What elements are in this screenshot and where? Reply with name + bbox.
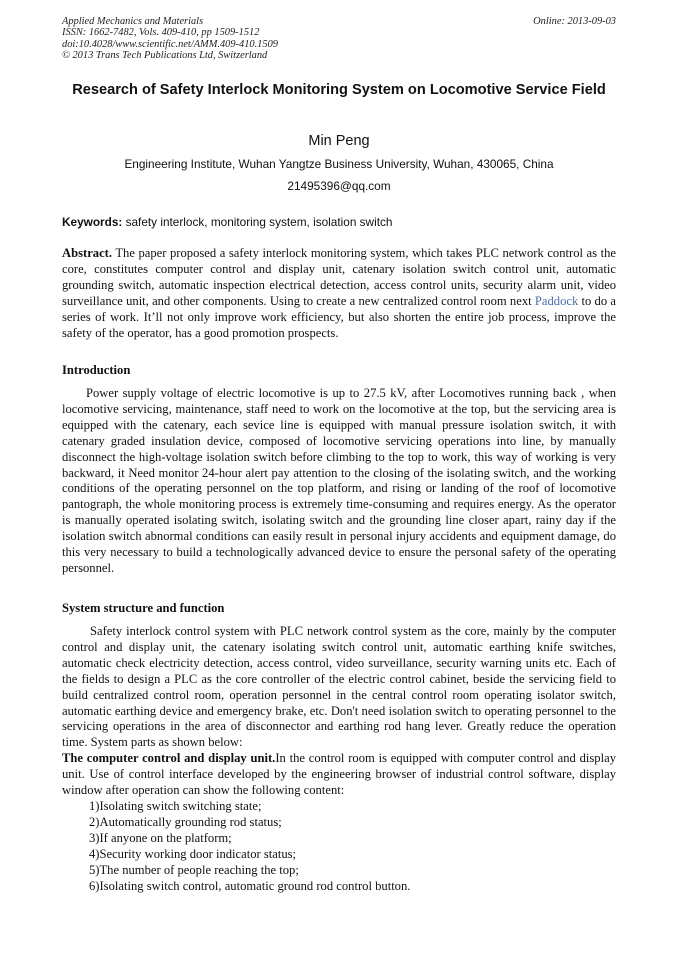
abstract-label: Abstract. (62, 246, 113, 260)
introduction-heading: Introduction (62, 363, 131, 377)
keywords-label: Keywords: (62, 215, 123, 229)
journal-header (62, 16, 616, 62)
journal-name: Applied Mechanics and Materials (62, 16, 204, 27)
abstract-text-after: to do a series of work. It’ll not only improve work efficiency, but also shorten the entire job process, improve the safety of the operator, has a good promotion prospects. (62, 293, 616, 340)
author-email: 21495396@qq.com (287, 179, 391, 193)
list-item: 2)Automatically grounding rod status; (89, 814, 282, 829)
keywords-text: safety interlock, monitoring system, isolation switch (122, 215, 393, 229)
computer-control-text: In the control room is equipped with computer control and display unit. Use of control interface developed by the engineering browser of industrial control software, display window after operation can show the following content: (62, 751, 616, 797)
paper-title: Research of Safety Interlock Monitoring System on Locomotive Service Field (72, 82, 606, 98)
system-structure-heading: System structure and function (62, 601, 225, 615)
introduction-paragraph: Power supply voltage of electric locomotive is up to 27.5 kV, after Locomotives running back , when locomotive servicing, maintenance, staff need to work on the locomotive at the top, but the servicing area is equipped with the catenary, each sevice line is equipped with manual pressure isolation switch, it with catenary graded insulation device, composed of locomotive servicing operations into line, by manually disconnect the high-voltage isolation switch before climbing to the top to work, this way of working is very backward, it Need monitor 24-hour alert pay attention to the closing of the isolating switch, and the working conditions of the operating personnel on the top platform, and rising or landing of the roof of locomotive pantograph, the whole monitoring process is extremely time-consuming and requires energy. As the operator is manually operated isolating switch, isolating switch and the grounding line closer apart, rainy day if the isolation switch abnormal conditions can easily result in personal injury accidents and equipment damage, do this very necessary to build a technologically advanced device to ensure the personal safety of the operating personnel. (62, 386, 616, 575)
abstract-text-before: The paper proposed a safety interlock monitoring system, which takes PLC network control as the core, constitutes computer control and display unit, catenary isolation switch control unit, automatic grounding switch, automatic inspection electrical detection, access control units, security alarm unit, video surveillance unit, and other components. Using to create a new centralized control room next (62, 246, 616, 308)
list-item: 4)Security working door indicator status; (89, 846, 297, 861)
issn-line: ISSN: 1662-7482, Vols. 409-410, pp 1509-1512 (62, 27, 260, 39)
keywords (62, 214, 616, 230)
list-item: 3)If anyone on the platform; (89, 830, 232, 845)
paddock-link[interactable]: Paddock (534, 293, 579, 308)
computer-control-paragraph (62, 751, 616, 799)
system-structure-paragraph: Safety interlock control system with PLC network control system as the core, mainly by the computer control and display unit, the catenary isolating switch control unit, automatic earthing knife switches, automatic check electricity detection, access control, video surveillance, security warning units etc. Each of the fields to design a PLC as the core controller of the electric control cabinet, beside the servicing field to build centralized control room, operation personnel in the central control room operating isolator switch, automatic earthing device and emergency brake, etc. Don't need isolation switch to operating personnel to the servicing operations in the area of disconnector and earthing rod hang lever. Greatly reduce the operation time. System parts as shown below: (62, 624, 616, 750)
abstract (62, 246, 616, 341)
list-item: 5)The number of people reaching the top; (89, 862, 299, 877)
author-name: Min Peng (308, 133, 370, 149)
author-affiliation: Engineering Institute, Wuhan Yangtze Business University, Wuhan, 430065, China (124, 157, 554, 171)
copyright-line: © 2013 Trans Tech Publications Ltd, Switzerland (62, 50, 268, 62)
computer-control-label: The computer control and display unit. (62, 751, 276, 765)
list-item: 1)Isolating switch switching state; (89, 799, 262, 813)
list-item: 6)Isolating switch control, automatic ground rod control button. (89, 878, 411, 893)
online-date: Online: 2013-09-03 (533, 16, 616, 27)
display-content-list (89, 799, 616, 894)
doi-line: doi:10.4028/www.scientific.net/AMM.409-410.1509 (62, 38, 278, 50)
